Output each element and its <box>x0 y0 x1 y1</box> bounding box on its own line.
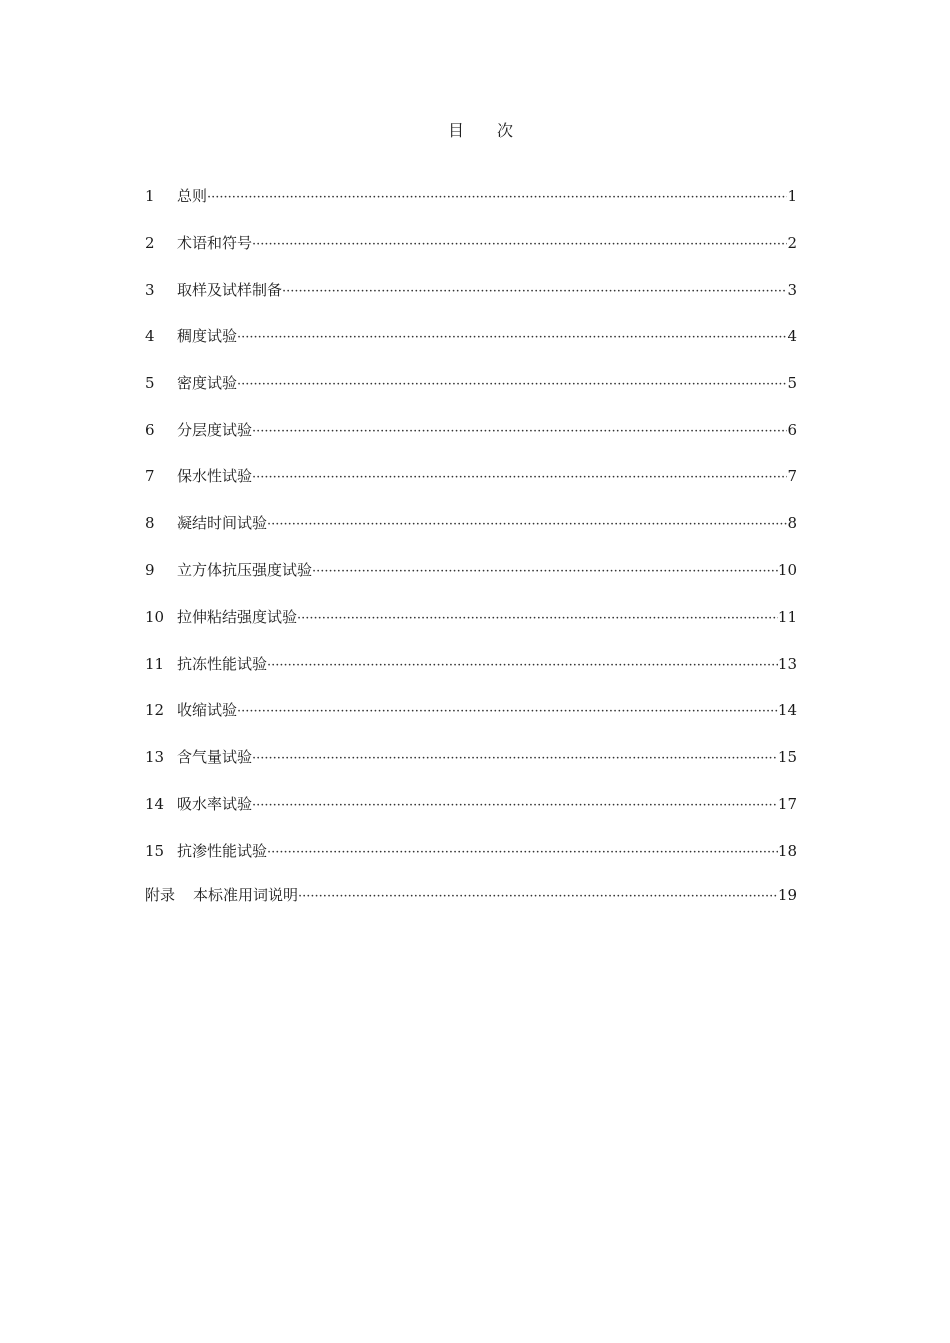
toc-page-number: 5 <box>787 374 797 392</box>
toc-title: 凝结时间试验 <box>177 514 268 532</box>
toc-leader <box>267 841 778 865</box>
toc-number: 3 <box>145 281 155 299</box>
toc-number: 6 <box>145 421 155 439</box>
toc-number: 13 <box>145 748 165 766</box>
toc-page-number: 4 <box>787 327 797 345</box>
toc-leader <box>252 420 787 444</box>
toc-page-number: 18 <box>777 842 797 860</box>
toc-leader <box>312 560 778 584</box>
toc-entry[interactable] <box>145 184 797 208</box>
toc-entry[interactable] <box>145 839 797 863</box>
toc-entry-appendix[interactable] <box>145 883 797 907</box>
toc-title: 保水性试验 <box>177 467 253 485</box>
toc-number: 12 <box>145 701 165 719</box>
toc-title: 本标准用词说明 <box>193 886 299 904</box>
toc-leader <box>252 747 778 771</box>
toc-page-number: 11 <box>777 608 797 626</box>
toc-leader <box>252 466 787 490</box>
toc-title: 取样及试样制备 <box>177 281 283 299</box>
toc-number: 2 <box>145 234 155 252</box>
toc-leader <box>252 233 787 257</box>
toc-leader <box>237 700 778 724</box>
toc-title: 立方体抗压强度试验 <box>177 561 313 579</box>
toc-page-number: 8 <box>787 514 797 532</box>
toc-leader <box>267 513 787 537</box>
toc-page-number: 6 <box>787 421 797 439</box>
toc-page-number: 3 <box>787 281 797 299</box>
toc-page-number: 19 <box>777 886 797 904</box>
toc-entry[interactable] <box>145 792 797 816</box>
toc-number: 15 <box>145 842 165 860</box>
toc-page-number: 14 <box>777 701 797 719</box>
toc-entry[interactable] <box>145 745 797 769</box>
toc-leader <box>297 607 778 631</box>
toc-number: 11 <box>145 655 165 673</box>
toc-leader <box>298 885 778 909</box>
toc-title: 抗渗性能试验 <box>177 842 268 860</box>
page-title: 目 次 <box>447 121 528 140</box>
toc-leader <box>207 186 787 210</box>
toc-number: 1 <box>145 187 155 205</box>
toc-title: 吸水率试验 <box>177 795 253 813</box>
toc-page-number: 1 <box>787 187 797 205</box>
toc-leader <box>252 794 778 818</box>
toc-number: 附录 <box>145 886 176 904</box>
toc-title: 术语和符号 <box>177 234 253 252</box>
toc-page-number: 17 <box>777 795 797 813</box>
toc-entry[interactable] <box>145 278 797 302</box>
toc-entry[interactable] <box>145 464 797 488</box>
toc-entry[interactable] <box>145 324 797 348</box>
toc-page-number: 7 <box>787 467 797 485</box>
toc-title: 稠度试验 <box>177 327 238 345</box>
toc-leader <box>237 373 787 397</box>
toc-page-number: 15 <box>777 748 797 766</box>
toc-page-number: 10 <box>777 561 797 579</box>
toc-entry[interactable] <box>145 511 797 535</box>
toc-entry[interactable] <box>145 605 797 629</box>
toc-leader <box>267 654 778 678</box>
toc-number: 4 <box>145 327 155 345</box>
toc-leader <box>282 280 787 304</box>
toc-title: 含气量试验 <box>177 748 253 766</box>
toc-entry[interactable] <box>145 418 797 442</box>
toc-page-number: 13 <box>777 655 797 673</box>
toc-number: 5 <box>145 374 155 392</box>
toc-entry[interactable] <box>145 698 797 722</box>
toc-entry[interactable] <box>145 371 797 395</box>
toc-title: 密度试验 <box>177 374 238 392</box>
toc-title: 收缩试验 <box>177 701 238 719</box>
toc-number: 7 <box>145 467 155 485</box>
toc-entry[interactable] <box>145 231 797 255</box>
toc-number: 8 <box>145 514 155 532</box>
toc-page-number: 2 <box>787 234 797 252</box>
toc-leader <box>237 326 787 350</box>
toc-number: 10 <box>145 608 165 626</box>
toc-entry[interactable] <box>145 558 797 582</box>
toc-title: 拉伸粘结强度试验 <box>177 608 298 626</box>
toc-number: 9 <box>145 561 155 579</box>
toc-title: 抗冻性能试验 <box>177 655 268 673</box>
toc-entry[interactable] <box>145 652 797 676</box>
toc-title: 总则 <box>177 187 208 205</box>
toc-number: 14 <box>145 795 165 813</box>
toc-title: 分层度试验 <box>177 421 253 439</box>
